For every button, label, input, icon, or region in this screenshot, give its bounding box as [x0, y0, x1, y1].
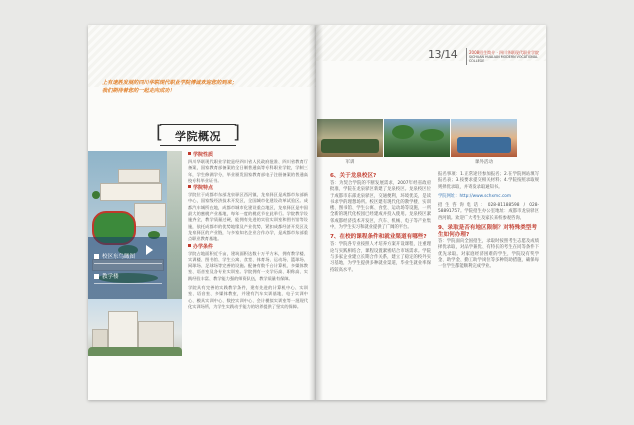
intro-line-1: 上有速胜发展的四川华联现代职业学院博诚欢迎您的到来；	[102, 80, 237, 86]
play-arrow-icon	[146, 245, 153, 255]
photo-caption-1: 军训	[345, 160, 355, 165]
page-header-banner	[316, 36, 546, 63]
left-bracket: [	[156, 122, 164, 143]
answer-body: 答：学院各专业按照人才培养方案开设课程，注重理论与实践相结合，课程设置紧密结合市场需求。学院与多家企业建立长期合作关系，建立了稳定的校外实习基地，为学生提供多种就业渠道，毕业生就业率保持较高水平。	[330, 242, 431, 273]
page-number: 13/14	[428, 48, 458, 61]
answer-body: 答：为契合学院的不断发展需求，2007年经省政府批准，学院在龙泉驿区新建了龙泉校区。龙泉校区位于成都市东部龙泉驿区，交通便利，环境优美，是读书求学的理想场所。校区建有现代化的教学楼、实训楼、图书馆、学生公寓、食堂、运动场等设施，一所全新的现代化校园已经建成并投入使用。龙泉校区紧邻成都经济技术开发区，汽车、机械、电子等产业集中，为学生实习和就业提供了广阔的平台。	[330, 181, 431, 231]
section-body: 学院位于成都市东部龙泉驿区西河镇，龙泉驿区是成都市东部新中心，国家级经济技术开发区，全国城市化建设改革试验区。成都汽车城所在地，成都市城市化建设重点地区，龙泉驿区是中国最大的蜜桃产业基地，每年一度的桃花节在此举行。学院教学设施齐全，教学质量过硬，能拥有先进的实验实训室和图书馆等设施，依托成都市的优势地缘及产业优势，紧扣成都经济开发区及龙泉驿区的产业链，与多家知名企业合作办学，是成都市东部重点职业教育基地。	[188, 192, 308, 242]
school-name-en: SICHUAN HUALIAN MODERN VOCATIONAL COLLEGE	[469, 55, 538, 63]
right-page	[316, 25, 546, 400]
right-text-column-1	[330, 172, 431, 274]
section-body: 学院具有完善的实践教学条件，建有先进的计算机中心、实训室、语音室、多媒体教室，并建有汽车实训基地、电子实训中心、模具实训中心、数控实训中心、会计模拟实训室等一批现代化实训场所，为学生实践动手能力的培养提供了坚实的保障。	[188, 285, 308, 309]
right-bracket: ]	[232, 122, 240, 143]
section-heading: 办学条件	[188, 243, 308, 251]
section-body: 学院占地面积近千亩，建筑面积达数十万平方米，拥有教学楼、实训楼、图书馆、学生公寓、食堂、体育场、运动场、篮球场、网球场、足球场等完善的设施。配备有数千台计算机、多媒体教室、语音室及各专业实训室。学院拥有一支学历高、职称高、实践经验丰富、教学能力强的师资队伍，教学质量有保障。	[188, 250, 308, 281]
overlay-item-aerial: 校区东鸟瞰图	[94, 251, 162, 264]
military-training-photo	[317, 119, 383, 157]
overlay-item-building: 教学楼	[94, 271, 162, 284]
question-heading: 7、在校的课程条件和就业渠道有哪些?	[330, 234, 427, 241]
answer-body: 答：学院面向全国招生，录取时按照考生志愿及成绩择优录取，对品学兼优、有特长的考生在同等条件下优先录取。对家庭经济困难的学生，学院设有奖学金、助学金、勤工助学岗位等多种资助措施，确保每一位学生都能顺利完成学业。	[438, 239, 539, 270]
question-heading: 6、关于龙泉校区?	[330, 173, 377, 179]
contact-info: 招生咨询电话：028-81188598 / 028-58891757。学院招生办公室地址：成都市龙泉驿区西河镇。欢迎广大考生及家长来校参观咨询。	[438, 203, 539, 221]
section-heading: 学院性质	[188, 151, 308, 159]
intro-slogan	[102, 80, 312, 95]
section-body: 四川华联现代职业学院是经四川省人民政府批准、四川省教育厅备案，国家教育部备案的全日制普通高等专科职业学院，学制三年，学生修满学分，毕业颁发国家教育部电子注册备案的普通高校专科毕业证书。	[188, 159, 308, 183]
school-name-zh: 2008招生简介 · 四川华联现代职业学院	[469, 50, 539, 55]
campus-green-photo	[384, 119, 450, 157]
stripe-pattern	[88, 25, 316, 87]
photo-caption-3: 课外活动	[475, 160, 493, 165]
extracurricular-photo	[451, 119, 517, 157]
left-text-column	[188, 151, 308, 310]
section-heading: 学院特点	[188, 184, 308, 192]
book-gutter-shadow	[309, 25, 323, 400]
question-heading: 9、录取是否有地区限制？对特殊类型考生如何办理?	[438, 225, 537, 239]
website-link[interactable]: 学院网址：http://www.schxmc.com	[438, 193, 512, 199]
registration-info: 报名事项：1.正常途径参加报名；2.在学院网站填写报名表；3.按要求提交相关材料；4.学院按照录取规则择优录取，并寄发录取通知书。	[438, 172, 539, 190]
intro-line-2: 我们期待着您的一起走向成功！	[102, 87, 175, 94]
teaching-building-image	[88, 299, 182, 356]
left-page	[88, 25, 316, 400]
image-caption-overlay	[88, 237, 167, 299]
section-title-box	[156, 122, 240, 146]
header-divider	[466, 48, 467, 65]
right-text-column-2	[438, 172, 539, 271]
page-title: 学院概况	[175, 130, 221, 143]
